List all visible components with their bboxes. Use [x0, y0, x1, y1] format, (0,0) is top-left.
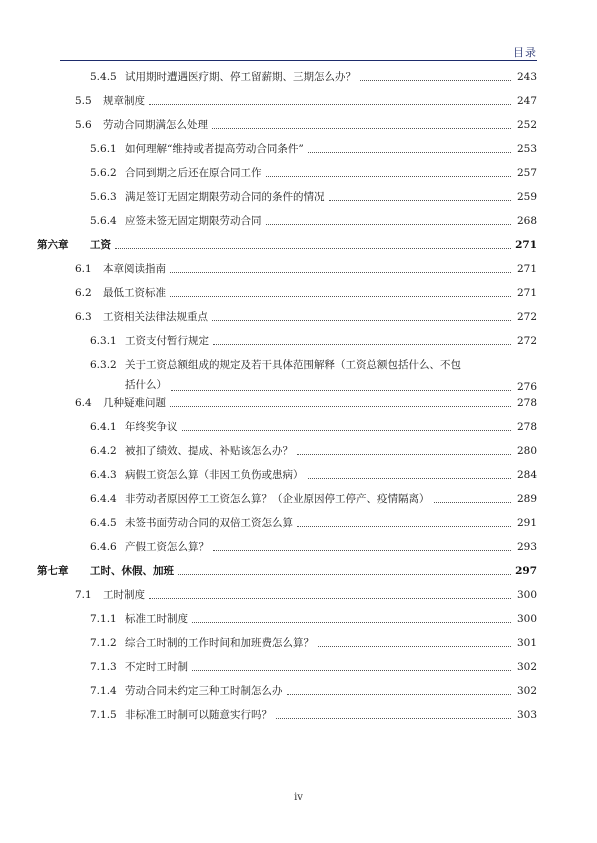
toc-entry-page: 293 [516, 541, 537, 553]
toc-entry-number: 6.3.2 [90, 359, 117, 371]
dot-leader [170, 296, 511, 297]
dot-leader [266, 224, 512, 225]
toc-entry-number: 6.2 [75, 287, 92, 299]
toc-entry[interactable] [0, 332, 597, 350]
toc-entry-title: 合同到期之后还在原合同工作 [125, 167, 262, 179]
toc-entry-number: 6.4.4 [90, 493, 117, 505]
page-number: iv [294, 792, 303, 803]
dot-leader [308, 478, 512, 479]
dot-leader [266, 176, 512, 177]
toc-entry[interactable] [0, 514, 597, 532]
toc-entry[interactable] [0, 212, 597, 230]
toc-entry[interactable] [0, 116, 597, 134]
dot-leader [192, 670, 511, 671]
toc-entry-page: 284 [516, 469, 537, 481]
dot-leader [213, 344, 511, 345]
toc-entry-title: 工资 [90, 239, 111, 251]
toc-entry[interactable] [0, 164, 597, 182]
dot-leader [182, 430, 512, 431]
toc-entry[interactable] [0, 706, 597, 724]
toc-entry-number: 6.4.2 [90, 445, 117, 457]
toc-entry[interactable] [0, 682, 597, 700]
dot-leader [171, 390, 511, 391]
toc-entry-number: 6.4.3 [90, 469, 117, 481]
running-header-title: 目录 [513, 46, 537, 59]
toc-entry-page: 278 [516, 421, 537, 433]
toc-entry-number: 6.3 [75, 311, 92, 323]
toc-entry-number: 7.1.3 [90, 661, 117, 673]
toc-entry[interactable] [0, 356, 597, 393]
toc-entry-page: 280 [516, 445, 537, 457]
toc-entry[interactable] [0, 140, 597, 158]
dot-leader [297, 526, 511, 527]
toc-entry-page: 271 [516, 287, 537, 299]
toc-entry-page: 271 [516, 263, 537, 275]
toc-entry-page: 272 [516, 311, 537, 323]
toc-entry-title: 应签未签无固定期限劳动合同 [125, 215, 262, 227]
toc-entry-page: 297 [515, 565, 537, 577]
toc-entry[interactable] [0, 68, 597, 86]
toc-entry-number: 7.1.4 [90, 685, 117, 697]
toc-entry-number: 5.6.3 [90, 191, 117, 203]
toc-entry-number: 6.4 [75, 397, 92, 409]
toc-entry-title-continued: 括什么） [125, 379, 167, 391]
toc-entry-title: 几种疑难问题 [103, 397, 166, 409]
dot-leader [178, 574, 511, 575]
dot-leader [149, 598, 511, 599]
toc-entry-title: 病假工资怎么算（非因工负伤或患病） [125, 469, 304, 481]
toc-entry-page: 302 [516, 685, 537, 697]
toc-entry-title: 工资相关法律法规重点 [103, 311, 208, 323]
toc-entry-number: 7.1 [75, 589, 92, 601]
toc-entry-page: 243 [516, 71, 537, 83]
toc-entry-number: 6.3.1 [90, 335, 117, 347]
toc-entry[interactable] [0, 284, 597, 302]
toc-entry[interactable] [0, 188, 597, 206]
toc-entry-page: 247 [516, 95, 537, 107]
toc-entry[interactable] [0, 538, 597, 556]
toc-entry-number: 5.6 [75, 119, 92, 131]
toc-entry-title: 试用期时遭遇医疗期、停工留薪期、三期怎么办？ [125, 71, 356, 83]
toc-entry-number: 5.6.1 [90, 143, 117, 155]
toc-entry-title: 工时制度 [103, 589, 145, 601]
toc-entry-title: 非劳动者原因停工工资怎么算？（企业原因停工停产、疫情隔离） [125, 493, 430, 505]
toc-entry-title: 被扣了绩效、提成、补贴该怎么办？ [125, 445, 293, 457]
dot-leader [115, 248, 511, 249]
toc-entry-page: 302 [516, 661, 537, 673]
toc-entry-page: 276 [516, 381, 537, 393]
toc-entry-number: 7.1.1 [90, 613, 117, 625]
toc-entry-title: 关于工资总额组成的规定及若干具体范围解释（工资总额包括什么、不包 [125, 359, 461, 371]
toc-entry-page: 303 [516, 709, 537, 721]
toc-entry[interactable] [0, 586, 597, 604]
toc-entry-page: 278 [516, 397, 537, 409]
dot-leader [212, 320, 511, 321]
header-rule [60, 60, 537, 61]
toc-entry-page: 300 [516, 613, 537, 625]
toc-entry-title: 本章阅读指南 [103, 263, 166, 275]
dot-leader [318, 646, 511, 647]
toc-entry-number: 6.1 [75, 263, 92, 275]
dot-leader [329, 200, 512, 201]
toc-entry[interactable] [0, 308, 597, 326]
toc-entry-number: 7.1.5 [90, 709, 117, 721]
toc-entry[interactable] [0, 92, 597, 110]
toc-entry-number: 5.5 [75, 95, 92, 107]
toc-entry-number: 6.4.5 [90, 517, 117, 529]
toc-entry-title: 工时、休假、加班 [90, 565, 174, 577]
toc-entry-page: 253 [516, 143, 537, 155]
dot-leader [170, 406, 511, 407]
toc-entry-number: 6.4.1 [90, 421, 117, 433]
toc-entry-title: 非标准工时制可以随意实行吗？ [125, 709, 272, 721]
toc-entry-number: 第六章 [37, 239, 69, 251]
toc-entry-page: 300 [516, 589, 537, 601]
toc-entry[interactable] [0, 490, 597, 508]
toc-chapter-entry[interactable] [0, 562, 597, 580]
toc-entry-title: 未签书面劳动合同的双倍工资怎么算 [125, 517, 293, 529]
toc-entry-page: 257 [516, 167, 537, 179]
toc-entry-title: 劳动合同期满怎么处理 [103, 119, 208, 131]
toc-entry-page: 272 [516, 335, 537, 347]
dot-leader [360, 80, 511, 81]
toc-entry-title: 标准工时制度 [125, 613, 188, 625]
toc-entry-title: 综合工时制的工作时间和加班费怎么算？ [125, 637, 314, 649]
toc-entry-page: 301 [516, 637, 537, 649]
toc-entry[interactable] [0, 466, 597, 484]
toc-entry-title: 产假工资怎么算？ [125, 541, 209, 553]
toc-entry-number: 5.6.2 [90, 167, 117, 179]
toc-entry-page: 252 [516, 119, 537, 131]
toc-entry-title: 劳动合同未约定三种工时制怎么办 [125, 685, 283, 697]
toc-entry-title: 规章制度 [103, 95, 145, 107]
toc-entry[interactable] [0, 634, 597, 652]
dot-leader [212, 128, 511, 129]
toc-chapter-entry[interactable] [0, 236, 597, 254]
toc-entry[interactable] [0, 610, 597, 628]
toc-entry[interactable] [0, 442, 597, 460]
toc-entry-title: 年终奖争议 [125, 421, 178, 433]
dot-leader [149, 104, 511, 105]
dot-leader [434, 502, 512, 503]
toc-entry[interactable] [0, 260, 597, 278]
dot-leader [192, 622, 511, 623]
toc-entry-title: 工资支付暂行规定 [125, 335, 209, 347]
toc-entry-page: 291 [516, 517, 537, 529]
dot-leader [297, 454, 511, 455]
toc-entry-title: 不定时工时制 [125, 661, 188, 673]
toc-entry-title: 如何理解“维持或者提高劳动合同条件” [125, 143, 304, 155]
toc-entry-title: 最低工资标准 [103, 287, 166, 299]
toc-entry[interactable] [0, 658, 597, 676]
toc-entry-page: 268 [516, 215, 537, 227]
toc-entry-number: 5.6.4 [90, 215, 117, 227]
toc-entry-page: 289 [516, 493, 537, 505]
dot-leader [276, 718, 511, 719]
dot-leader [308, 152, 511, 153]
toc-entry-page: 271 [515, 239, 537, 251]
toc-entry-number: 第七章 [37, 565, 69, 577]
toc-entry[interactable] [0, 394, 597, 412]
toc-entry[interactable] [0, 418, 597, 436]
toc-entry-number: 6.4.6 [90, 541, 117, 553]
toc-entry-number: 5.4.5 [90, 71, 117, 83]
toc-entry-title: 满足签订无固定期限劳动合同的条件的情况 [125, 191, 325, 203]
dot-leader [287, 694, 512, 695]
dot-leader [213, 550, 511, 551]
dot-leader [170, 272, 511, 273]
toc-entry-number: 7.1.2 [90, 637, 117, 649]
toc-entry-page: 259 [516, 191, 537, 203]
